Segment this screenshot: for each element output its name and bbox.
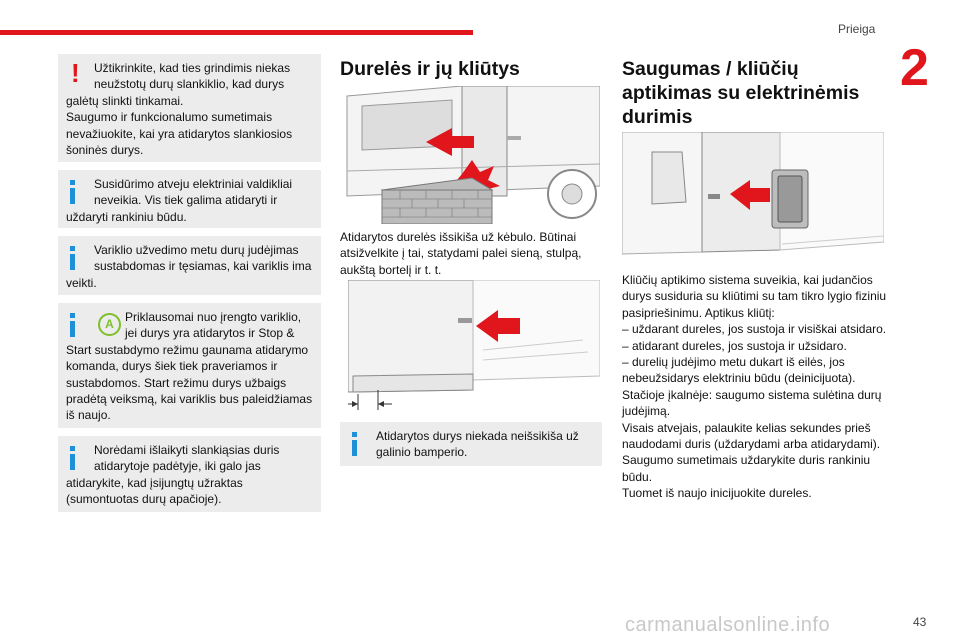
info-lead: Variklio užvedimo metu durų judėjimas sustabdomas ir tęsiamas, kai variklis ima (94, 243, 312, 274)
info-text: atidarykite, kad įsijungtų užraktas (sumontuotas durų apačioje). (66, 475, 243, 507)
watermark: carmanualsonline.info (625, 614, 831, 636)
safety-bullet: – uždarant dureles, jos sustoja ir visiškai atsidaro. (622, 322, 887, 337)
info-box-keep-open (58, 436, 321, 512)
info-icon (70, 246, 75, 270)
info-text: veikti. (66, 275, 97, 290)
heading-line: aptikimas su elektrinėmis (622, 82, 860, 104)
info-icon (70, 180, 75, 204)
info-icon (70, 313, 75, 337)
heading-line: durimis (622, 106, 693, 128)
info-box-stop-start (58, 303, 321, 428)
safety-paragraph: Kliūčių aptikimo sistema suveikia, kai judančios durys susiduria su kliūtimi su tam tikro lygio fiziniu pasipriešinimu. Aptikus kliūtį: (622, 273, 887, 320)
info-icon (70, 446, 75, 470)
header-red-bar (0, 30, 473, 35)
section-heading-doors-obstacles: Durelės ir jų kliūtys (340, 58, 520, 80)
safety-bullet: – atidarant dureles, jos sustoja ir užsidaro. (622, 338, 847, 353)
warning-text: galėtų slinkti tinkamai. (66, 93, 184, 108)
info-lead: Atidarytos durys niekada neišsikiša už (376, 429, 579, 443)
info-text: Start sustabdymo režimu gaunama atidarymo komanda, durys šiek tiek praveriamos ir sustabdomos. Start režimu durys užbaigs pradėtą veiksmą, kai variklis bus paleidžiamas iš naujo. (66, 342, 313, 423)
page-number: 43 (913, 615, 927, 629)
safety-paragraph: Tuomet iš naujo inicijuokite dureles. (622, 486, 812, 501)
info-box-collision (58, 170, 321, 228)
van-wall-illustration (342, 86, 600, 224)
safety-bullet: – durelių judėjimo metu dukart iš eilės, jos nebeužsidarys elektriniu būdu (deinicijuota). (622, 355, 856, 386)
safety-paragraph: Visais atvejais, palaukite kelias sekundes prieš naudodami duris (uždarydami arba atidarydami). (622, 420, 881, 452)
warning-box-slider (58, 54, 321, 162)
safety-paragraph: Stačioje įkalnėje: saugumo sistema sulėtina durų judėjimą. (622, 387, 882, 419)
heading-line: Saugumas / kliūčių (622, 58, 799, 80)
doors-obstacles-paragraph: Atidarytos durelės išsikiša už kėbulo. Būtinai atsižvelkite į tai, statydami palei sieną, stulpą, aukštą bortelį ir t. t. (340, 230, 582, 277)
chapter-number: 2 (900, 39, 929, 97)
info-text: uždaryti rankiniu būdu. (66, 209, 187, 224)
info-box-bumper (340, 422, 602, 466)
section-title: Prieiga (838, 22, 876, 36)
door-bumper-illustration (348, 280, 600, 412)
warning-lead: Užtikrinkite, kad ties grindimis niekas neužstotų durų slankiklio, kad durys (94, 61, 291, 92)
safety-paragraph: Saugumo sumetimais uždarykite duris rankiniu būdu. (622, 453, 871, 484)
info-text: galinio bamperio. (376, 445, 468, 460)
warning-icon: ! (71, 58, 80, 88)
info-lead: Norėdami išlaikyti slankiąsias duris atidarytoje padėtyje, iki galo jas (94, 443, 280, 474)
info-box-engine-start (58, 236, 321, 295)
stop-start-eco-icon: A (98, 313, 121, 336)
electric-door-illustration (622, 132, 884, 268)
section-heading-safety (622, 57, 859, 129)
info-icon (352, 432, 357, 456)
info-lead: Susidūrimo atveju elektriniai valdikliai neveikia. Vis tiek galima atidaryti ir (94, 177, 293, 208)
info-lead: Priklausomai nuo įrengto variklio, jei durys yra atidarytos ir Stop & (125, 310, 302, 341)
safety-text (622, 272, 888, 502)
warning-text-extra: Saugumo ir funkcionalumo sumetimais nevažiuokite, kai yra atidarytos slankiosios šoninės durys. (66, 110, 293, 158)
